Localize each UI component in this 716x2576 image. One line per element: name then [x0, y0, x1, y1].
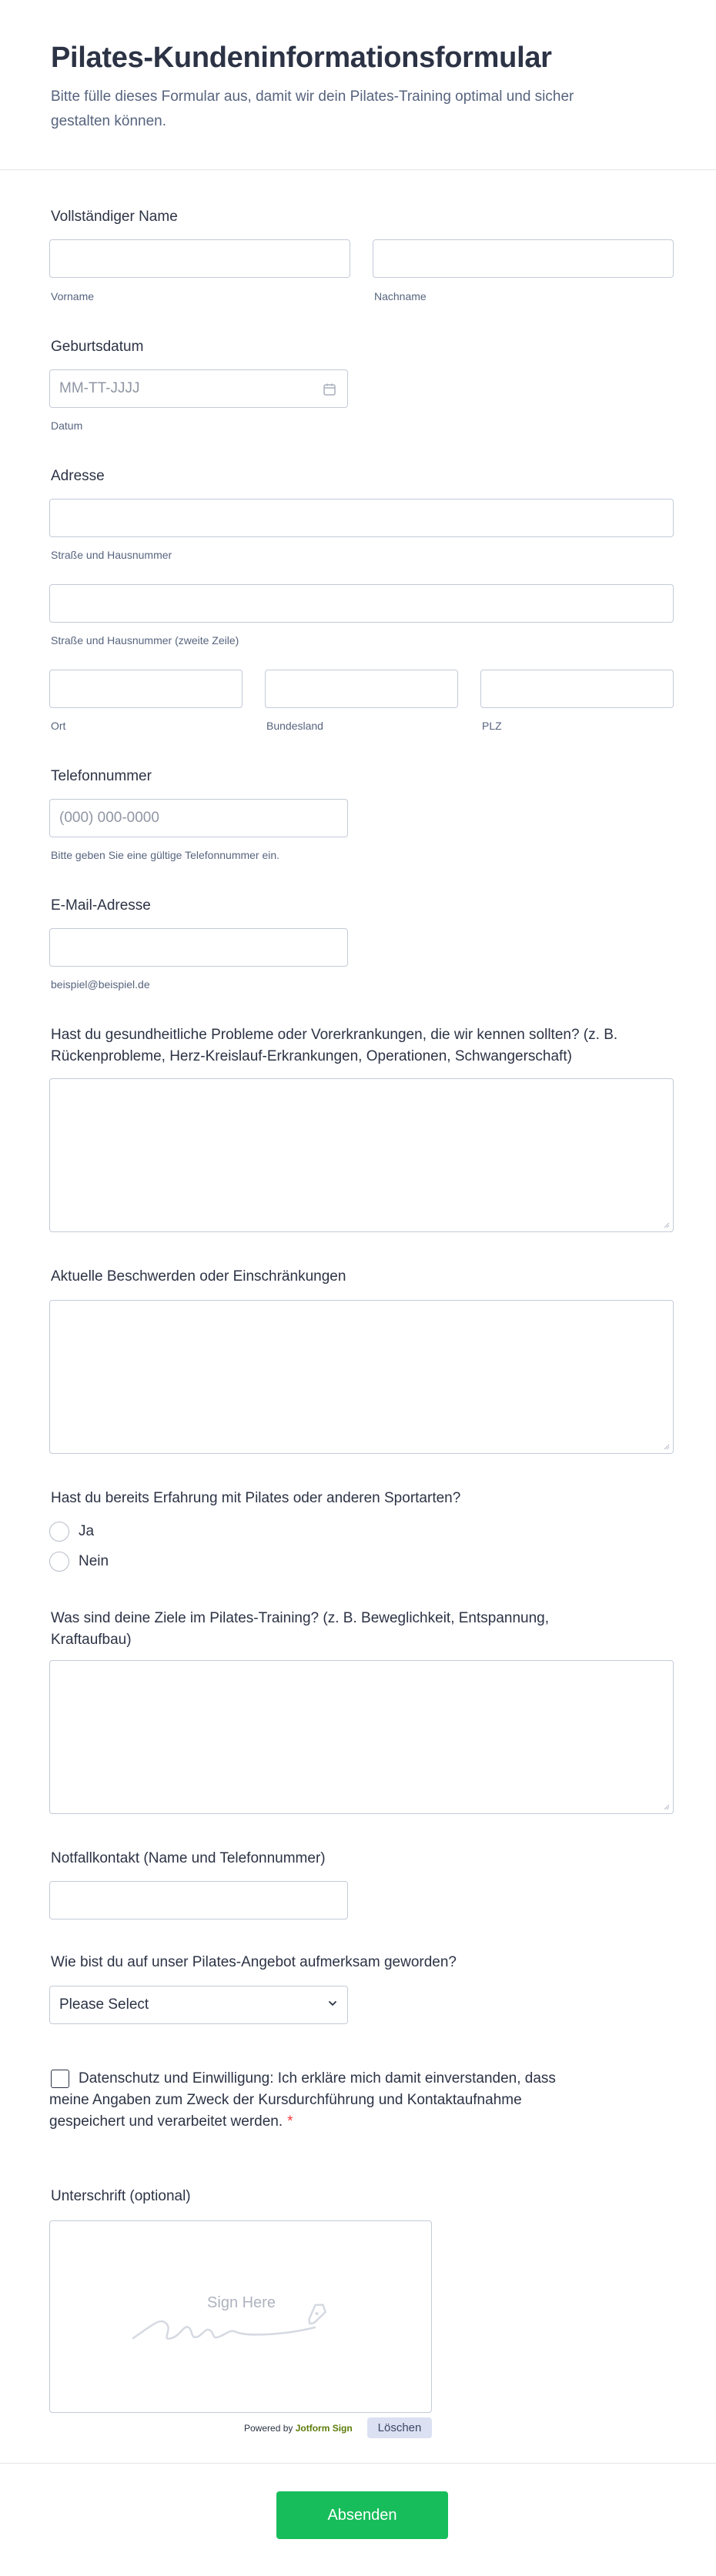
birthdate-label: Geburtsdatum [51, 339, 144, 355]
complaints-textarea[interactable] [49, 1300, 674, 1454]
goals-label: Was sind deine Ziele im Pilates-Training? (z. B. Beweglichkeit, Entspannung, Kraftaufbau) [51, 1610, 550, 1648]
referral-selected-value: Please Select [59, 1996, 149, 2013]
experience-label: Hast du bereits Erfahrung mit Pilates oder anderen Sportarten? [51, 1490, 461, 1506]
health-label: Hast du gesundheitliche Probleme oder Vorerkrankungen, die wir kennen sollten? (z. B. Rückenprobleme, Herz-Kreislauf-Erkrankungen, Operationen, Schwangerschaft) [51, 1027, 618, 1064]
referral-select[interactable] [49, 1986, 348, 2024]
first-name-sublabel: Vorname [51, 290, 95, 302]
street-line1-input[interactable] [49, 499, 674, 537]
birthdate-input[interactable] [49, 369, 348, 408]
goals-textarea[interactable] [49, 1660, 674, 1814]
signature-label: Unterschrift (optional) [51, 2188, 191, 2204]
page-subtitle: Bitte fülle dieses Formular aus, damit wir dein Pilates-Training optimal und sicher gestalten können. [51, 89, 574, 129]
form-header [0, 0, 716, 170]
email-label: E-Mail-Adresse [51, 897, 151, 914]
phone-placeholder: (000) 000-0000 [59, 810, 159, 826]
powered-brand: Jotform Sign [295, 2423, 353, 2434]
zip-input[interactable] [480, 670, 674, 708]
zip-sublabel: PLZ [482, 720, 502, 732]
state-input[interactable] [265, 670, 458, 708]
street-line2-sublabel: Straße und Hausnummer (zweite Zeile) [51, 634, 239, 647]
city-sublabel: Ort [51, 720, 66, 732]
last-name-input[interactable] [373, 239, 674, 278]
powered-by [244, 2423, 353, 2434]
required-asterisk: * [287, 2113, 293, 2130]
radio-button[interactable] [49, 1552, 69, 1572]
submit-button[interactable]: Absenden [276, 2491, 448, 2539]
page-title: Pilates-Kundeninformationsformular [51, 42, 552, 74]
experience-option-nein[interactable] [49, 1552, 109, 1572]
health-textarea[interactable] [49, 1078, 674, 1232]
street-line1-sublabel: Straße und Hausnummer [51, 549, 172, 561]
street-line2-input[interactable] [49, 584, 674, 623]
phone-sublabel: Bitte geben Sie eine gültige Telefonnummer ein. [51, 849, 280, 861]
address-label: Adresse [51, 468, 105, 484]
phone-label: Telefonnummer [51, 768, 152, 784]
resize-grip-icon[interactable] [664, 1804, 670, 1810]
experience-option-ja[interactable] [49, 1522, 94, 1542]
chevron-down-icon [327, 1998, 338, 2013]
radio-label: Nein [79, 1553, 109, 1569]
calendar-icon[interactable] [323, 383, 336, 400]
birthdate-placeholder: MM-TT-JJJJ [59, 380, 140, 396]
email-input[interactable] [49, 928, 348, 967]
footer-divider [0, 2463, 716, 2464]
radio-button[interactable] [49, 1522, 69, 1542]
referral-label: Wie bist du auf unser Pilates-Angebot aufmerksam geworden? [51, 1954, 457, 1970]
state-sublabel: Bundesland [266, 720, 323, 732]
birthdate-sublabel: Datum [51, 419, 83, 432]
name-label: Vollständiger Name [51, 209, 178, 225]
email-sublabel: beispiel@beispiel.de [51, 978, 150, 991]
signature-pad[interactable] [49, 2220, 432, 2413]
resize-grip-icon[interactable] [664, 1444, 670, 1450]
emergency-input[interactable] [49, 1881, 348, 1919]
signature-hint: Sign Here [207, 2294, 276, 2311]
consent-text-block [49, 2068, 588, 2133]
emergency-label: Notfallkontakt (Name und Telefonnummer) [51, 1850, 326, 1866]
powered-prefix: Powered by [244, 2423, 293, 2434]
consent-label: Datenschutz und Einwilligung: Ich erkläre mich damit einverstanden, dass meine Angaben zum Zweck der Kursdurchführung und Kontaktaufnahme gespeichert und verarbeitet werden. [49, 2070, 556, 2130]
phone-input[interactable] [49, 799, 348, 837]
last-name-sublabel: Nachname [374, 290, 427, 302]
resize-grip-icon[interactable] [664, 1222, 670, 1228]
complaints-label: Aktuelle Beschwerden oder Einschränkungen [51, 1268, 346, 1285]
radio-label: Ja [79, 1523, 95, 1539]
city-input[interactable] [49, 670, 243, 708]
first-name-input[interactable] [49, 239, 350, 278]
clear-signature-button[interactable]: Löschen [367, 2417, 432, 2438]
